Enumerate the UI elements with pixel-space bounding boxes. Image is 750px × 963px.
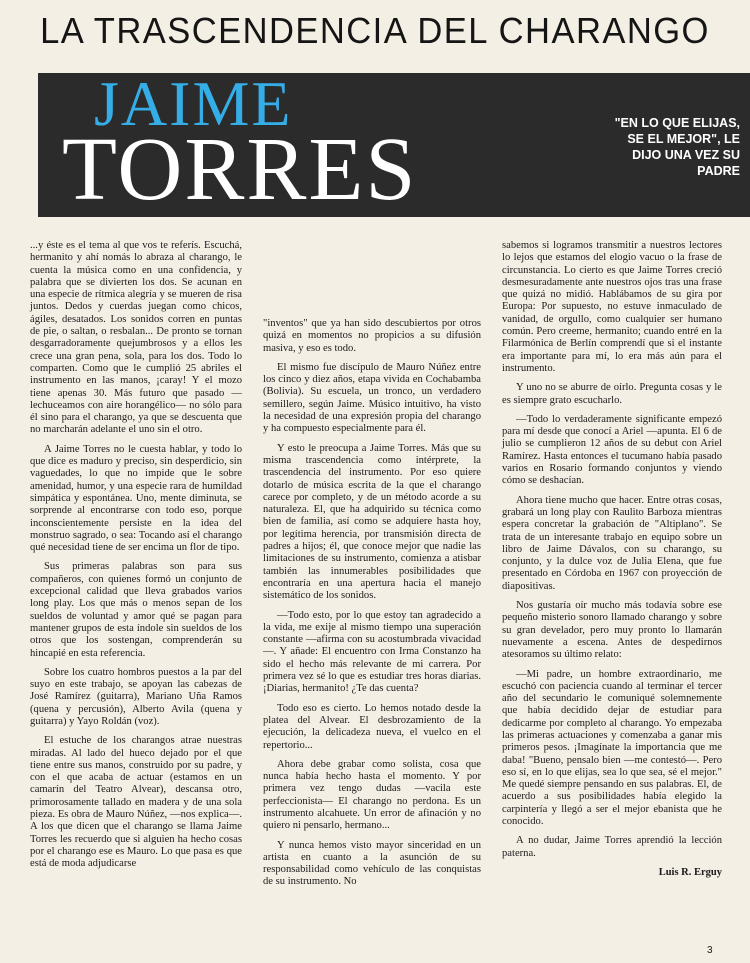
paragraph: —Mi padre, un hombre extraordinario, me escuchó con paciencia cuando al terminar el tercer año del secundario le comuniqué solemnemente que había decidido dejar de estudiar para dedicarme por completo al charango. Yo empezaba las primeras actuaciones y comenzaba a ganar mis primeros pesos. ¡Imagínate la importancia que me daba! "Bueno, pensalo bien —me contestó—. Pero eso sí, en lo que elijas, sea lo que sea, sé el mejor." Me quedé siempre pensando en sus palabras. El, de acuerdo a sus posibilidades había elegido la carpintería y llegó a ser el mejor ebanista que he conocido. <box>502 668 722 828</box>
article-column-3 <box>502 240 722 879</box>
paragraph: Nos gustaría oír mucho más todavía sobre ese pequeño misterio sonoro llamado charango y sobre su gran develador, pero muy pronto lo llamarán nuevamente a escena. Antes de despedirnos atesoramos su último relato: <box>502 600 722 661</box>
paragraph: sabemos si logramos transmitir a nuestros lectores lo lejos que estamos del elogio vacuo o la frase de circunstancia. Lo cierto es que Jaime Torres creció desmesuradamente ante nuestros ojos tras una frase que quizá no midió. Hablábamos de su gira por Europa: Por supuesto, no estuve inmaculado de vanidad, de orgullo, como cualquier ser humano común. Pero creeme, hermanito; cuando entré en la Filarmónica de Berlín comprendí que si el instante era importante para mí, lo era más aún para el instrumento. <box>502 240 722 374</box>
paragraph: El mismo fue discípulo de Mauro Núñez entre los cinco y diez años, etapa vivida en Cochabamba (Bolivia). Su escuela, un tronco, un verdadero semillero, según Jaime. Músico intuitivo, ha visto la necesidad de una expresión propia del charango y ha compuesto especialmente para él. <box>263 361 481 435</box>
paragraph: Ahora tiene mucho que hacer. Entre otras cosas, grabará un long play con Raulito Barboza mientras espera concretar la grabación de "Altiplano". Se trata de un interesante trabajo en equipo sobre un libro de Jaime Dávalos, con su charango, su conjunto, y la dulce voz de Julia Elena, que fue presentado en Córdoba en 1967 con proyección de diapositivas. <box>502 494 722 592</box>
article-kicker: LA TRASCENDENCIA DEL CHARANGO <box>40 10 710 51</box>
paragraph: "inventos" que ya han sido descubiertos por otros quizá en momentos no propicios a su difusión masiva, y eso es todo. <box>263 318 481 354</box>
pull-quote: "EN LO QUE ELIJAS, SE EL MEJOR", LE DIJO UNA VEZ SU PADRE <box>614 116 740 178</box>
article-column-2 <box>263 318 481 896</box>
paragraph: A Jaime Torres no le cuesta hablar, y todo lo que dice es maduro y preciso, sin desperdicio, sin vaguedades, lo que no impide que le sobre amenidad, humor, y una especie rara de humildad simpática y espontánea. Uno, mente diminuta, se sorprende al encontrarse con todo eso, porque inconscientemente persiste en la idea del monstruo sagrado, o sea: Tocando así el charango qué necesidad tiene de ser encima un flor de tipo. <box>30 443 242 554</box>
title-banner <box>38 68 750 219</box>
paragraph: A no dudar, Jaime Torres aprendió la lección paterna. <box>502 835 722 859</box>
headline-last-name: TORRES <box>62 120 418 219</box>
paragraph: Y esto le preocupa a Jaime Torres. Más que su misma trascendencia como intérprete, la trascendencia del instrumento. Por eso quiere dotarlo de música escrita de la que el charango carece por completo, y de un método acorde a su naturaleza. El, que ha adquirido su técnica como bien de familia, así como se adquiere hasta hoy, por legítima herencia, por transmisión directa de padres a hijos; él, que conoce mejor que nadie las limitaciones de su instrumento, comienza a atisbar también las innumerables posibilidades que encontraría en una apertura hacia el manejo sistemático de los sonidos. <box>263 442 481 602</box>
paragraph: —Todo lo verdaderamente significante empezó para mí desde que conocí a Ariel —apunta. El 6 de julio se cumplieron 12 años de su debut con Ariel Ramírez. Hasta entonces el tucumano había pasado varios en Rosario formando conjuntos y viendo cómo se deshacían. <box>502 413 722 487</box>
paragraph: Y nunca hemos visto mayor sinceridad en un artista en cuanto a la asunción de su responsabilidad como vehículo de las conquistas de su instrumento. No <box>263 839 481 888</box>
article-column-1 <box>30 240 242 878</box>
paragraph: —Todo esto, por lo que estoy tan agradecido a la vida, me exije al mismo tiempo una superación constante —afirma con su acostumbrada vivacidad—. Y añade: El encuentro con Irma Constanzo ha sido el hecho más relevante de mi carrera. Por primera vez sé lo que es estudiar tres horas diarias. ¡Diarias, hermanito! ¿Te das cuenta? <box>263 609 481 695</box>
paragraph: Todo eso es cierto. Lo hemos notado desde la platea del Alvear. El desbrozamiento de la ejecución, la delicadeza nueva, el vuelco en el repertorio... <box>263 702 481 751</box>
paragraph: Y uno no se aburre de oírlo. Pregunta cosas y le es siempre grato escucharlo. <box>502 382 722 406</box>
paragraph: ...y éste es el tema al que vos te referís. Escuchá, hermanito y ahí nomás lo abraza al charango, le cuenta la música como en una confidencia, y palabra que se divierten los dos. Se acunan en una especie de rítmica alegría y se mueren de risa juntos. Dedos y cuerdas juegan como chicos, ágiles, desatados. Los sonidos corren en puntas de pie, o saltan, o resbalan... De pronto se tornan desgarradoramente quejumbrosos y a ellos les crece una gran pena, sola, para los dos. Todo lo comparten. Como que le cumplió 25 abriles el instrumento en las manos, ¡caray! Y el mozo tiene apenas 30. Más futuro que pasado —lechuceamos con aire horangélico— no sólo para él sino para el charango, ya que se descuenta que no marcharán adelante el uno sin el otro. <box>30 240 242 436</box>
paragraph: El estuche de los charangos atrae nuestras miradas. Al lado del hueco dejado por el que tiene entre sus manos, construido por su padre, y con el que acaba de actuar (estamos en un camarín del Teatro Alvear), descansa otro, primorosamente tallado en madera y de una sola pieza. Es obra de Mauro Núñez, —nos explica—. A los que dicen que el charango se llama Jaime Torres les recuerdo que si alguien ha hecho cosas por el charango ese es Mauro. Lo que pasa es que está de moda adjudicarse <box>30 735 242 870</box>
paragraph: Sus primeras palabras son para sus compañeros, con quienes formó un conjunto de excepcional calidad que lleva grabados varios long play. Los que más o menos sepan de los sueldos de voluntad y amor qué se pagan para mantener grupos de esta índole sin sueldos de los otros que los sostengan, comprenderán su hincapié en esta referencia. <box>30 561 242 659</box>
paragraph: Ahora debe grabar como solista, cosa que nunca había hecho hasta el momento. Y por primera vez tengo dudas —vacila este perfeccionista— El charango no perdona. Es un instrumento alcahuete. Un error de afinación y no quiero ni pensarlo, hermano... <box>263 758 481 832</box>
author-byline: Luis R. Erguy <box>658 866 722 878</box>
page-number: 3 <box>707 945 713 956</box>
headline-first-name: JAIME <box>94 68 293 139</box>
paragraph: Sobre los cuatro hombros puestos a la par del suyo en este trabajo, se apoyan las cabezas de José Ramírez (guitarra), Mariano Uña Ramos (quena y percusión), Alberto Avila (quena y guitarra) y Yayo Roldán (voz). <box>30 666 242 727</box>
